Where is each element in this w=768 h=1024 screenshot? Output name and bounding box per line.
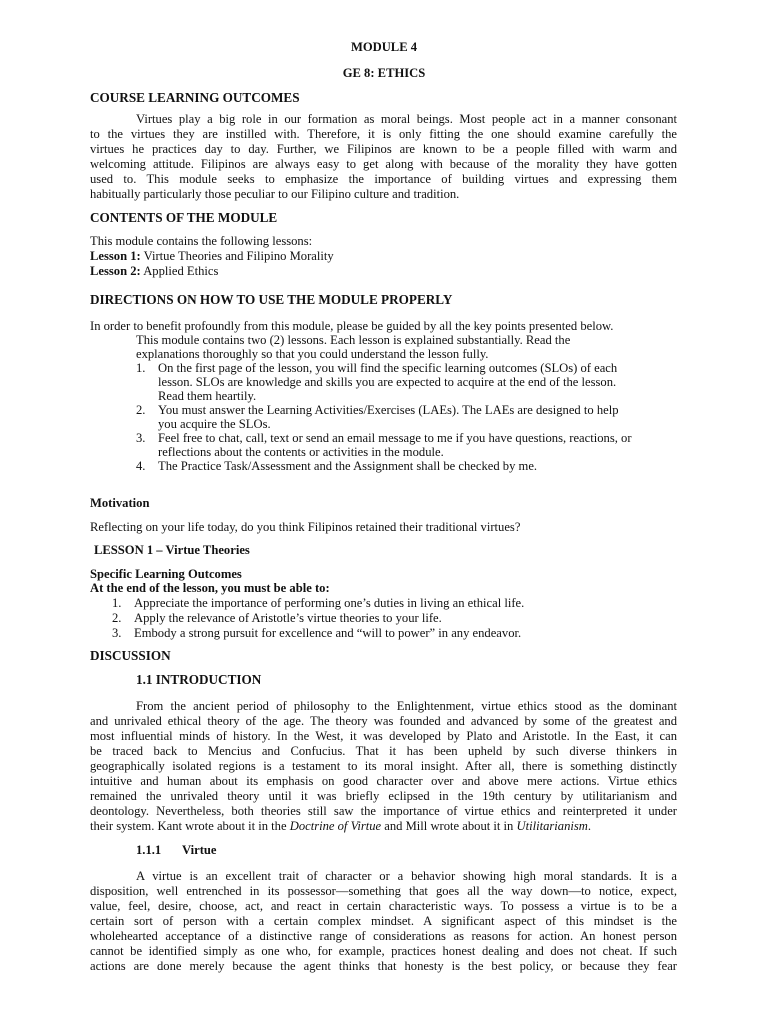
virtue-line: actions are done merely because the agent thinks that honesty is the best policy, or because they fear: [90, 959, 677, 973]
lesson-1-entry: [90, 249, 334, 264]
list-item: 3. Embody a strong pursuit for excellence and “will to power” in any endeavor.: [112, 626, 522, 640]
lesson-2-label: Lesson 2:: [90, 264, 141, 278]
introduction-line: their system. Kant wrote about it in the Doctrine of Virtue and Mill wrote about it in Utilitarianism.: [90, 819, 592, 833]
introduction-line: deontology. Nevertheless, both theories still saw the importance of virtue ethics and reinterpreted it under: [90, 804, 677, 818]
introduction-line: remained the unrivaled theory until it was briefly eclipsed in the 19th century by utilitarianism and: [90, 789, 677, 803]
module-number: MODULE 4: [350, 40, 418, 54]
list-item-continuation: lesson. SLOs are knowledge and skills you are expected to acquire at the end of the lesson.: [158, 375, 617, 389]
list-item: 2. Apply the relevance of Aristotle’s virtue theories to your life.: [112, 611, 442, 625]
virtue-heading: Virtue: [182, 843, 217, 857]
introduction-line: be traced back to Mencius and Confucius. That it has been upheld by such diverse thinkers in: [90, 744, 677, 758]
introduction-line: geographically isolated regions is a testament to its moral insight. After all, there is something distinctly: [90, 759, 677, 773]
virtue-line: disposition, well entrenched in its possessor—something that goes all the way down—to notice, expect,: [90, 884, 677, 898]
discussion-heading: DISCUSSION: [90, 648, 171, 663]
motivation-question: Reflecting on your life today, do you think Filipinos retained their traditional virtues?: [90, 520, 521, 534]
outcomes-line: virtues he practices day to day. Further, we Filipinos are known to be a people filled with warm and: [90, 142, 677, 156]
list-item-continuation: you acquire the SLOs.: [158, 417, 271, 431]
directions-paragraph-line: This module contains two (2) lessons. Each lesson is explained substantially. Read the: [136, 333, 571, 347]
lesson-2-title: Applied Ethics: [140, 264, 219, 278]
outcomes-line: used to. This module seeks to emphasize the importance of building virtues and expressing them: [90, 172, 677, 186]
list-number: 2.: [136, 403, 146, 417]
course-title: GE 8: ETHICS: [342, 66, 426, 80]
utilitarianism-title: Utilitarianism: [516, 819, 588, 833]
lesson-1-heading: LESSON 1 – Virtue Theories: [94, 543, 250, 557]
motivation-heading: Motivation: [90, 496, 150, 510]
list-number: 3.: [112, 626, 122, 640]
lesson-1-label: Lesson 1:: [90, 249, 141, 263]
list-number: 1.: [112, 596, 122, 610]
list-item: 3. Feel free to chat, call, text or send an email message to me if you have questions, reactions, or: [136, 431, 632, 445]
outcomes-heading: COURSE LEARNING OUTCOMES: [90, 90, 300, 105]
outcomes-line: habitually particularly those peculiar to our Filipino culture and tradition.: [90, 187, 460, 201]
list-number: 3.: [136, 431, 146, 445]
list-number: 1.: [136, 361, 146, 375]
list-item-continuation: Read them heartily.: [158, 389, 257, 403]
contents-heading: CONTENTS OF THE MODULE: [90, 210, 278, 225]
contents-intro: This module contains the following lessons:: [90, 234, 313, 248]
doctrine-of-virtue-title: Doctrine of Virtue: [289, 819, 382, 833]
list-item: 4. The Practice Task/Assessment and the Assignment shall be checked by me.: [136, 459, 538, 473]
introduction-line: From the ancient period of philosophy to the Enlightenment, virtue ethics stood as the dominant: [136, 699, 677, 713]
outcomes-line: welcoming attitude. Filipinos are always easy to get along with because of the morality they have gotten: [90, 157, 677, 171]
virtue-number: 1.1.1: [136, 843, 162, 857]
outcomes-line: to the virtues they are instilled with. Therefore, it is only fitting the one should examine carefully the: [90, 127, 677, 141]
lesson-2-entry: [90, 264, 218, 279]
list-item: 1. Appreciate the importance of performing one’s duties in living an ethical life.: [112, 596, 525, 610]
introduction-heading: 1.1 INTRODUCTION: [136, 672, 262, 687]
list-item: 1. On the first page of the lesson, you will find the specific learning outcomes (SLOs) of each: [136, 361, 618, 375]
virtue-line: wholehearted acceptance of a distinctive range of considerations as reasons for action. An honest person: [90, 929, 677, 943]
list-item-continuation: reflections about the contents or activities in the module.: [158, 445, 444, 459]
introduction-line: most influential minds of history. In the West, it was developed by Plato and Aristotle. In the East, it can: [90, 729, 677, 743]
directions-paragraph-line: explanations thoroughly so that you could understand the lesson fully.: [136, 347, 489, 361]
lesson-1-title: Virtue Theories and Filipino Morality: [140, 249, 334, 263]
virtue-line: certain sort of person with a certain complex mindset. A significant aspect of this mindset is the: [90, 914, 677, 928]
directions-intro: In order to benefit profoundly from this module, please be guided by all the key points presented below.: [90, 319, 614, 333]
slo-intro: At the end of the lesson, you must be able to:: [90, 581, 330, 595]
introduction-line: and unrivaled ethical theory of the age. The theory was founded and advanced by some of the greatest and: [90, 714, 677, 728]
virtue-line: A virtue is an excellent trait of character or a behavior showing high moral standards. It is a: [136, 869, 677, 883]
virtue-line: value, feel, desire, choose, act, and react in certain characteristic ways. To possess a virtue is to be a: [90, 899, 677, 913]
list-number: 4.: [136, 459, 146, 473]
introduction-line: intuitive and human about its emphasis on good character over and above mere actions. Virtue ethics: [90, 774, 677, 788]
list-number: 2.: [112, 611, 122, 625]
virtue-line: cannot be identified simply as one who, for example, practices honest dealing and does not cheat. If such: [90, 944, 677, 958]
slo-heading: Specific Learning Outcomes: [90, 567, 242, 581]
list-item: 2. You must answer the Learning Activities/Exercises (LAEs). The LAEs are designed to help: [136, 403, 619, 417]
directions-heading: DIRECTIONS ON HOW TO USE THE MODULE PROPERLY: [90, 292, 453, 307]
outcomes-line: Virtues play a big role in our formation as moral beings. Most people act in a manner consonant: [136, 112, 677, 126]
